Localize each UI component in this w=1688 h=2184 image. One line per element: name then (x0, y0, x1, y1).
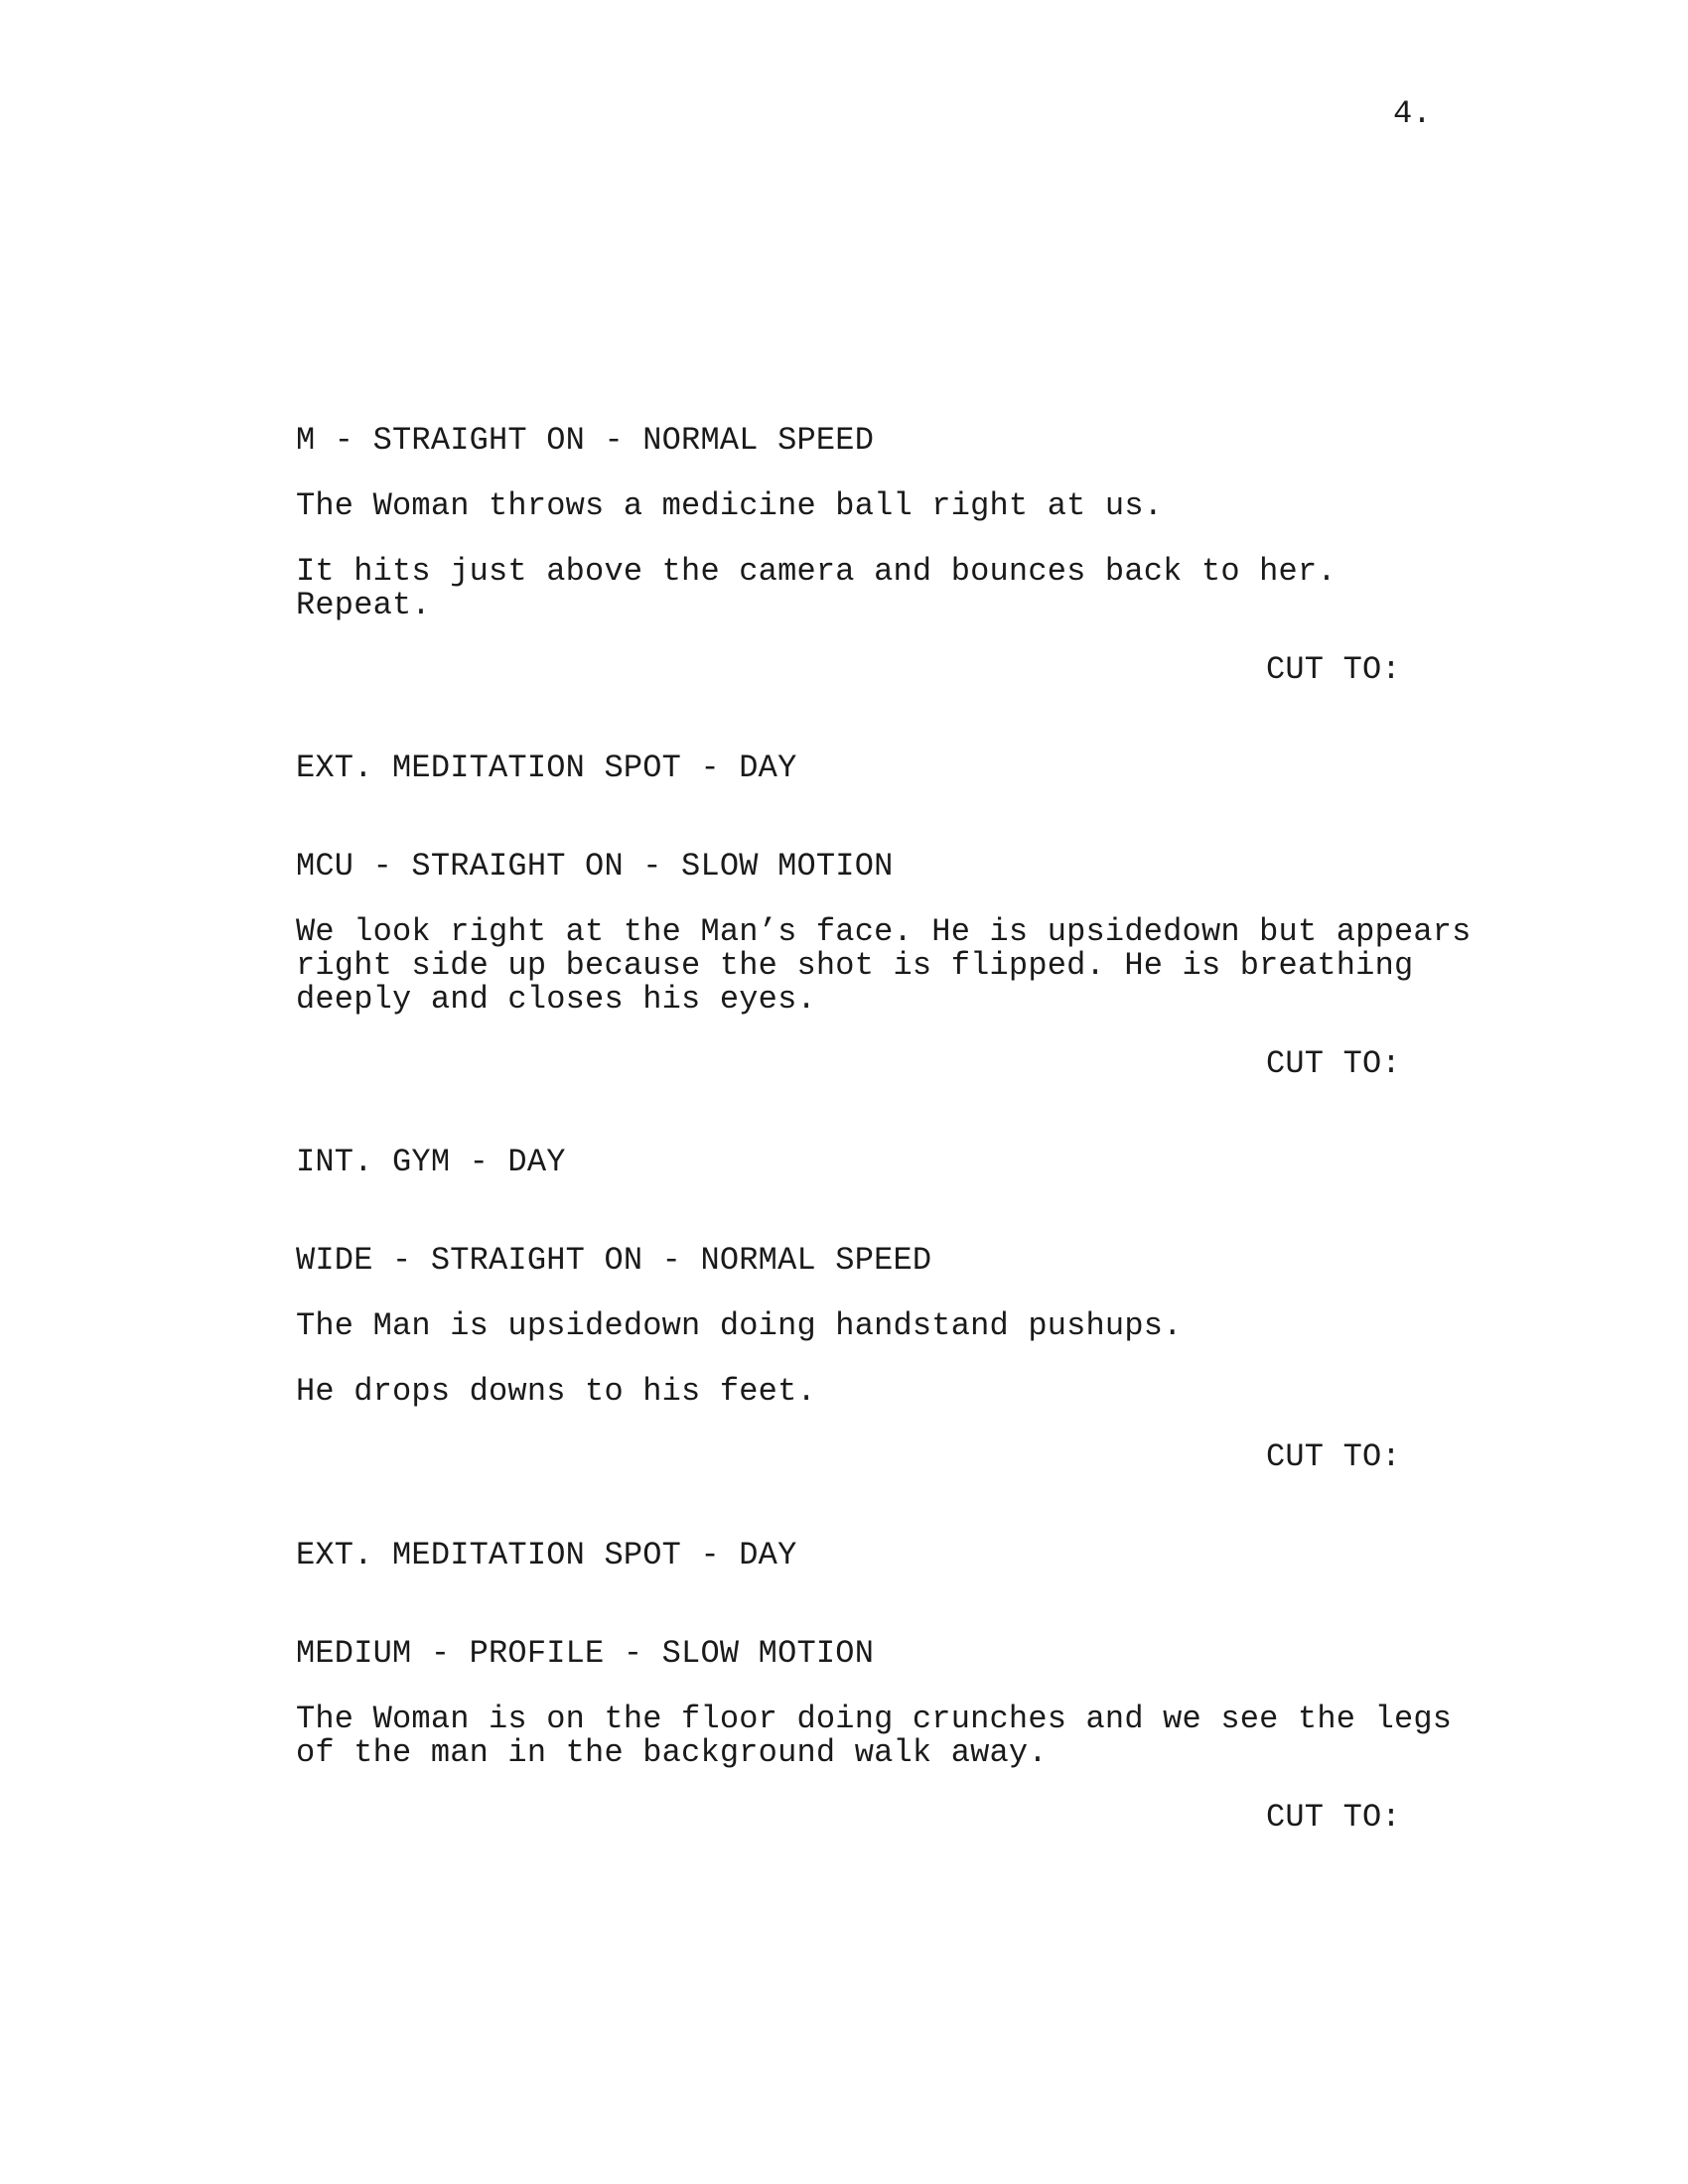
scene-heading: EXT. MEDITATION SPOT - DAY (296, 750, 797, 786)
shot-heading: MEDIUM - PROFILE - SLOW MOTION (296, 1635, 875, 1672)
transition: CUT TO: (1266, 1438, 1401, 1475)
scene-heading: EXT. MEDITATION SPOT - DAY (296, 1537, 797, 1573)
page-number: 4. (1393, 95, 1432, 132)
transition: CUT TO: (1266, 1799, 1401, 1836)
action-line: The Man is upsidedown doing handstand pushups. (296, 1307, 1183, 1344)
action-line: Repeat. (296, 587, 431, 623)
action-line: He drops downs to his feet. (296, 1373, 816, 1410)
action-line: The Woman is on the floor doing crunches and we see the legs (296, 1701, 1453, 1737)
transition: CUT TO: (1266, 1045, 1401, 1082)
scene-heading: INT. GYM - DAY (296, 1144, 566, 1180)
action-line: We look right at the Man’s face. He is upsidedown but appears (296, 913, 1472, 950)
shot-heading: WIDE - STRAIGHT ON - NORMAL SPEED (296, 1242, 932, 1279)
shot-heading: M - STRAIGHT ON - NORMAL SPEED (296, 422, 875, 459)
action-line: deeply and closes his eyes. (296, 981, 816, 1018)
action-line: The Woman throws a medicine ball right at us. (296, 487, 1164, 524)
action-line: right side up because the shot is flipped. He is breathing (296, 947, 1414, 984)
transition: CUT TO: (1266, 651, 1401, 688)
action-line: It hits just above the camera and bounces back to her. (296, 553, 1336, 590)
action-line: of the man in the background walk away. (296, 1734, 1048, 1771)
shot-heading: MCU - STRAIGHT ON - SLOW MOTION (296, 848, 894, 885)
